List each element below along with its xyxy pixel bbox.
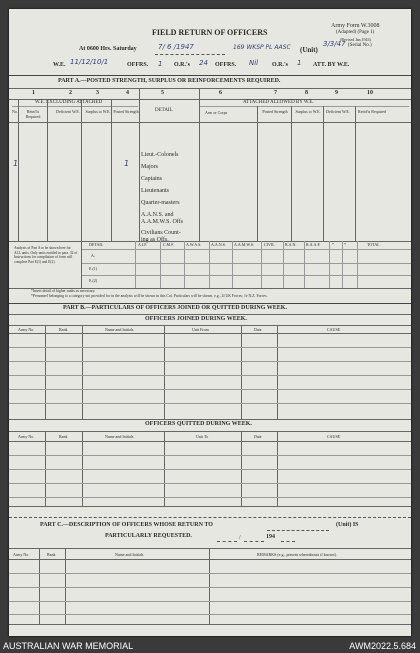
partc-col-remarks: REMARKS (e.g., present whereabouts if known).	[257, 552, 337, 557]
reinf-subhead: Reinf'ts Required	[25, 109, 41, 119]
at-hours-label: At 0600 Hrs. Saturday	[79, 46, 137, 52]
joined-col-army-no: Army No.	[18, 327, 35, 332]
footer-accession-number: AWM2022.5.684	[349, 641, 416, 651]
we-handwritten: 11/12/10/1	[70, 58, 109, 66]
part-c-year: 194	[266, 534, 275, 540]
col-num-3: 3	[96, 90, 99, 96]
quitted-col-rank: Rank	[59, 434, 68, 439]
part-c-unit-is: (Unit) IS	[336, 522, 359, 528]
archive-footer	[0, 640, 420, 653]
ors2-label: O.R.'s	[272, 62, 289, 68]
analysis-row-e2: E.(2)	[89, 278, 98, 283]
joined-title: OFFICERS JOINED DURING WEEK.	[145, 316, 247, 322]
col-num-4: 4	[126, 90, 129, 96]
surplus-subhead: Surplus to W.E.	[85, 109, 111, 114]
partc-col-rank: Rank	[47, 552, 56, 557]
arm-corps-head: Arm or Corps	[205, 110, 228, 115]
serial-handwritten: 3/3/47	[323, 40, 346, 48]
form-title: FIELD RETURN OF OFFICERS	[152, 28, 268, 37]
joined-col-cause: CAUSE	[327, 327, 341, 332]
joined-col-name: Name and Initials	[105, 327, 134, 332]
rank-aans: A.A.N.S. and	[141, 212, 174, 218]
adapted-label: (Adapted) (Page 1)	[336, 30, 375, 35]
joined-col-rank: Rank	[59, 327, 68, 332]
rank-majors: Majors	[141, 164, 158, 170]
rank-aamws: A.A.M.W.S. Offs	[141, 219, 184, 225]
analysis-civil: CIVIL	[264, 242, 275, 247]
revised-label: (Revised Jan.1943)	[340, 37, 371, 42]
quitted-col-army-no: Army No.	[18, 434, 35, 439]
col-num-6: 6	[219, 90, 222, 96]
ors2-handwritten: 1	[297, 59, 302, 67]
rank-lieutenants: Lieutenants	[141, 188, 169, 194]
rank-civilians-cont: ing as Offs.	[141, 237, 169, 243]
offrs2-handwritten: Nil	[249, 59, 259, 67]
col-num-2: 2	[69, 90, 72, 96]
unit-handwritten: 169 WKSP PL AASC	[233, 44, 291, 51]
analysis-ran: R.A.N.	[285, 242, 297, 247]
unit-label: (Unit)	[300, 46, 318, 54]
analysis-star-2: *	[344, 242, 346, 247]
analysis-total: TOTAL	[367, 242, 380, 247]
att-label: ATT. BY W.E.	[313, 62, 350, 68]
hw-mark-1: 1	[13, 159, 19, 168]
date-slash: /	[239, 535, 241, 541]
hw-mark-2: 1	[124, 159, 130, 168]
analysis-note: Analysis of Part A to be shown here for ALL units. Only units entitled in para. 32 of Instructions for compilation of form will complete Part E(1) and E(2).	[14, 246, 78, 264]
attached-allowed: ATTACHED ALLOWED BY W.E.	[243, 100, 314, 105]
posted-subhead: Posted Strength	[113, 109, 139, 114]
offrs2-label: OFFRS.	[215, 62, 237, 68]
ors-handwritten: 24	[199, 59, 208, 67]
col-num-10: 10	[367, 90, 373, 96]
analysis-aif: A.I.F.	[138, 242, 148, 247]
offrs-label: OFFRS.	[127, 62, 149, 68]
joined-col-date: Date	[254, 327, 262, 332]
no-subhead: No.	[12, 109, 18, 114]
quitted-col-cause: CAUSE	[327, 434, 341, 439]
serial-label: (Serial No.)	[348, 43, 372, 48]
partc-col-name: Name and Initials	[115, 552, 144, 557]
deficient-subhead: Deficient W.E.	[56, 109, 80, 114]
form-page	[9, 9, 411, 636]
date-handwritten: 7/ 6 /1947	[158, 43, 194, 51]
posted-strength-head: Posted Strength	[262, 109, 288, 114]
analysis-raaf: R.A.A.F.	[306, 242, 321, 247]
rank-quarter-masters: Quarter-masters	[141, 200, 180, 206]
surplus-head: Surplus to W.E.	[295, 109, 321, 114]
quitted-col-unit-to: Unit To	[196, 434, 209, 439]
rank-civilians: Civilians Count-	[141, 230, 181, 236]
offrs-handwritten: 1	[158, 60, 163, 68]
col-num-7: 7	[274, 90, 277, 96]
analysis-awas: A.W.A.S.	[186, 242, 202, 247]
army-form-number: Army Form W.3008	[331, 23, 380, 29]
analysis-row-a: A.	[91, 253, 95, 258]
col-num-1: 1	[32, 90, 35, 96]
we-excluding-attached: W.E. EXCLUDING ATTACHED	[35, 100, 103, 105]
joined-col-unit-from: Unit From	[192, 327, 209, 332]
reinf-required-head: Reinf'ts Required	[358, 109, 386, 114]
part-b-title: PART B.—PARTICULARS OF OFFICERS JOINED OR QUITTED DURING WEEK.	[63, 305, 287, 311]
part-a-title: PART A.—POSTED STRENGTH, SURPLUS OR REINFORCEMENTS REQUIRED.	[58, 78, 281, 84]
quitted-title: OFFICERS QUITTED DURING WEEK.	[145, 421, 252, 427]
analysis-detail: DETAIL	[89, 242, 104, 247]
part-c-line-2: PARTICULARLY REQUESTED.	[105, 533, 192, 539]
analysis-aans: A.A.N.S.	[211, 242, 226, 247]
col-num-5: 5	[161, 90, 164, 96]
analysis-aamws: A.A.M.W.S.	[234, 242, 254, 247]
analysis-star-1: *	[332, 242, 334, 247]
deficient-head: Deficient W.E.	[326, 109, 350, 114]
rank-captains: Captains	[141, 176, 162, 182]
analysis-cmf: C.M.F.	[163, 242, 175, 247]
rank-lieut-colonels: Lieut.-Colonels	[141, 152, 179, 158]
detail-head: DETAIL	[155, 108, 173, 113]
analysis-row-e1: E.(1)	[89, 266, 98, 271]
footnote-2: *Personnel belonging to a category not provided for in the analysis will be shown in this Col. Particulars will be shown, e.g., 2l UK Forces; 1e N.Z. Forces.	[31, 294, 268, 298]
quitted-col-date: Date	[254, 434, 262, 439]
col-num-8: 8	[305, 90, 308, 96]
footnote-1: *Insert detail of higher ranks as necessary.	[31, 289, 96, 293]
footer-institution: AUSTRALIAN WAR MEMORIAL	[3, 641, 134, 651]
part-c-line-1: PART C.—DESCRIPTION OF OFFICERS WHOSE RETURN TO	[40, 522, 213, 528]
quitted-col-name: Name and Initials	[105, 434, 134, 439]
partc-col-army-no: Army No.	[13, 552, 30, 557]
col-num-9: 9	[335, 90, 338, 96]
ors-label: O.R.'s	[174, 62, 191, 68]
we-label: W.E.	[53, 62, 66, 68]
